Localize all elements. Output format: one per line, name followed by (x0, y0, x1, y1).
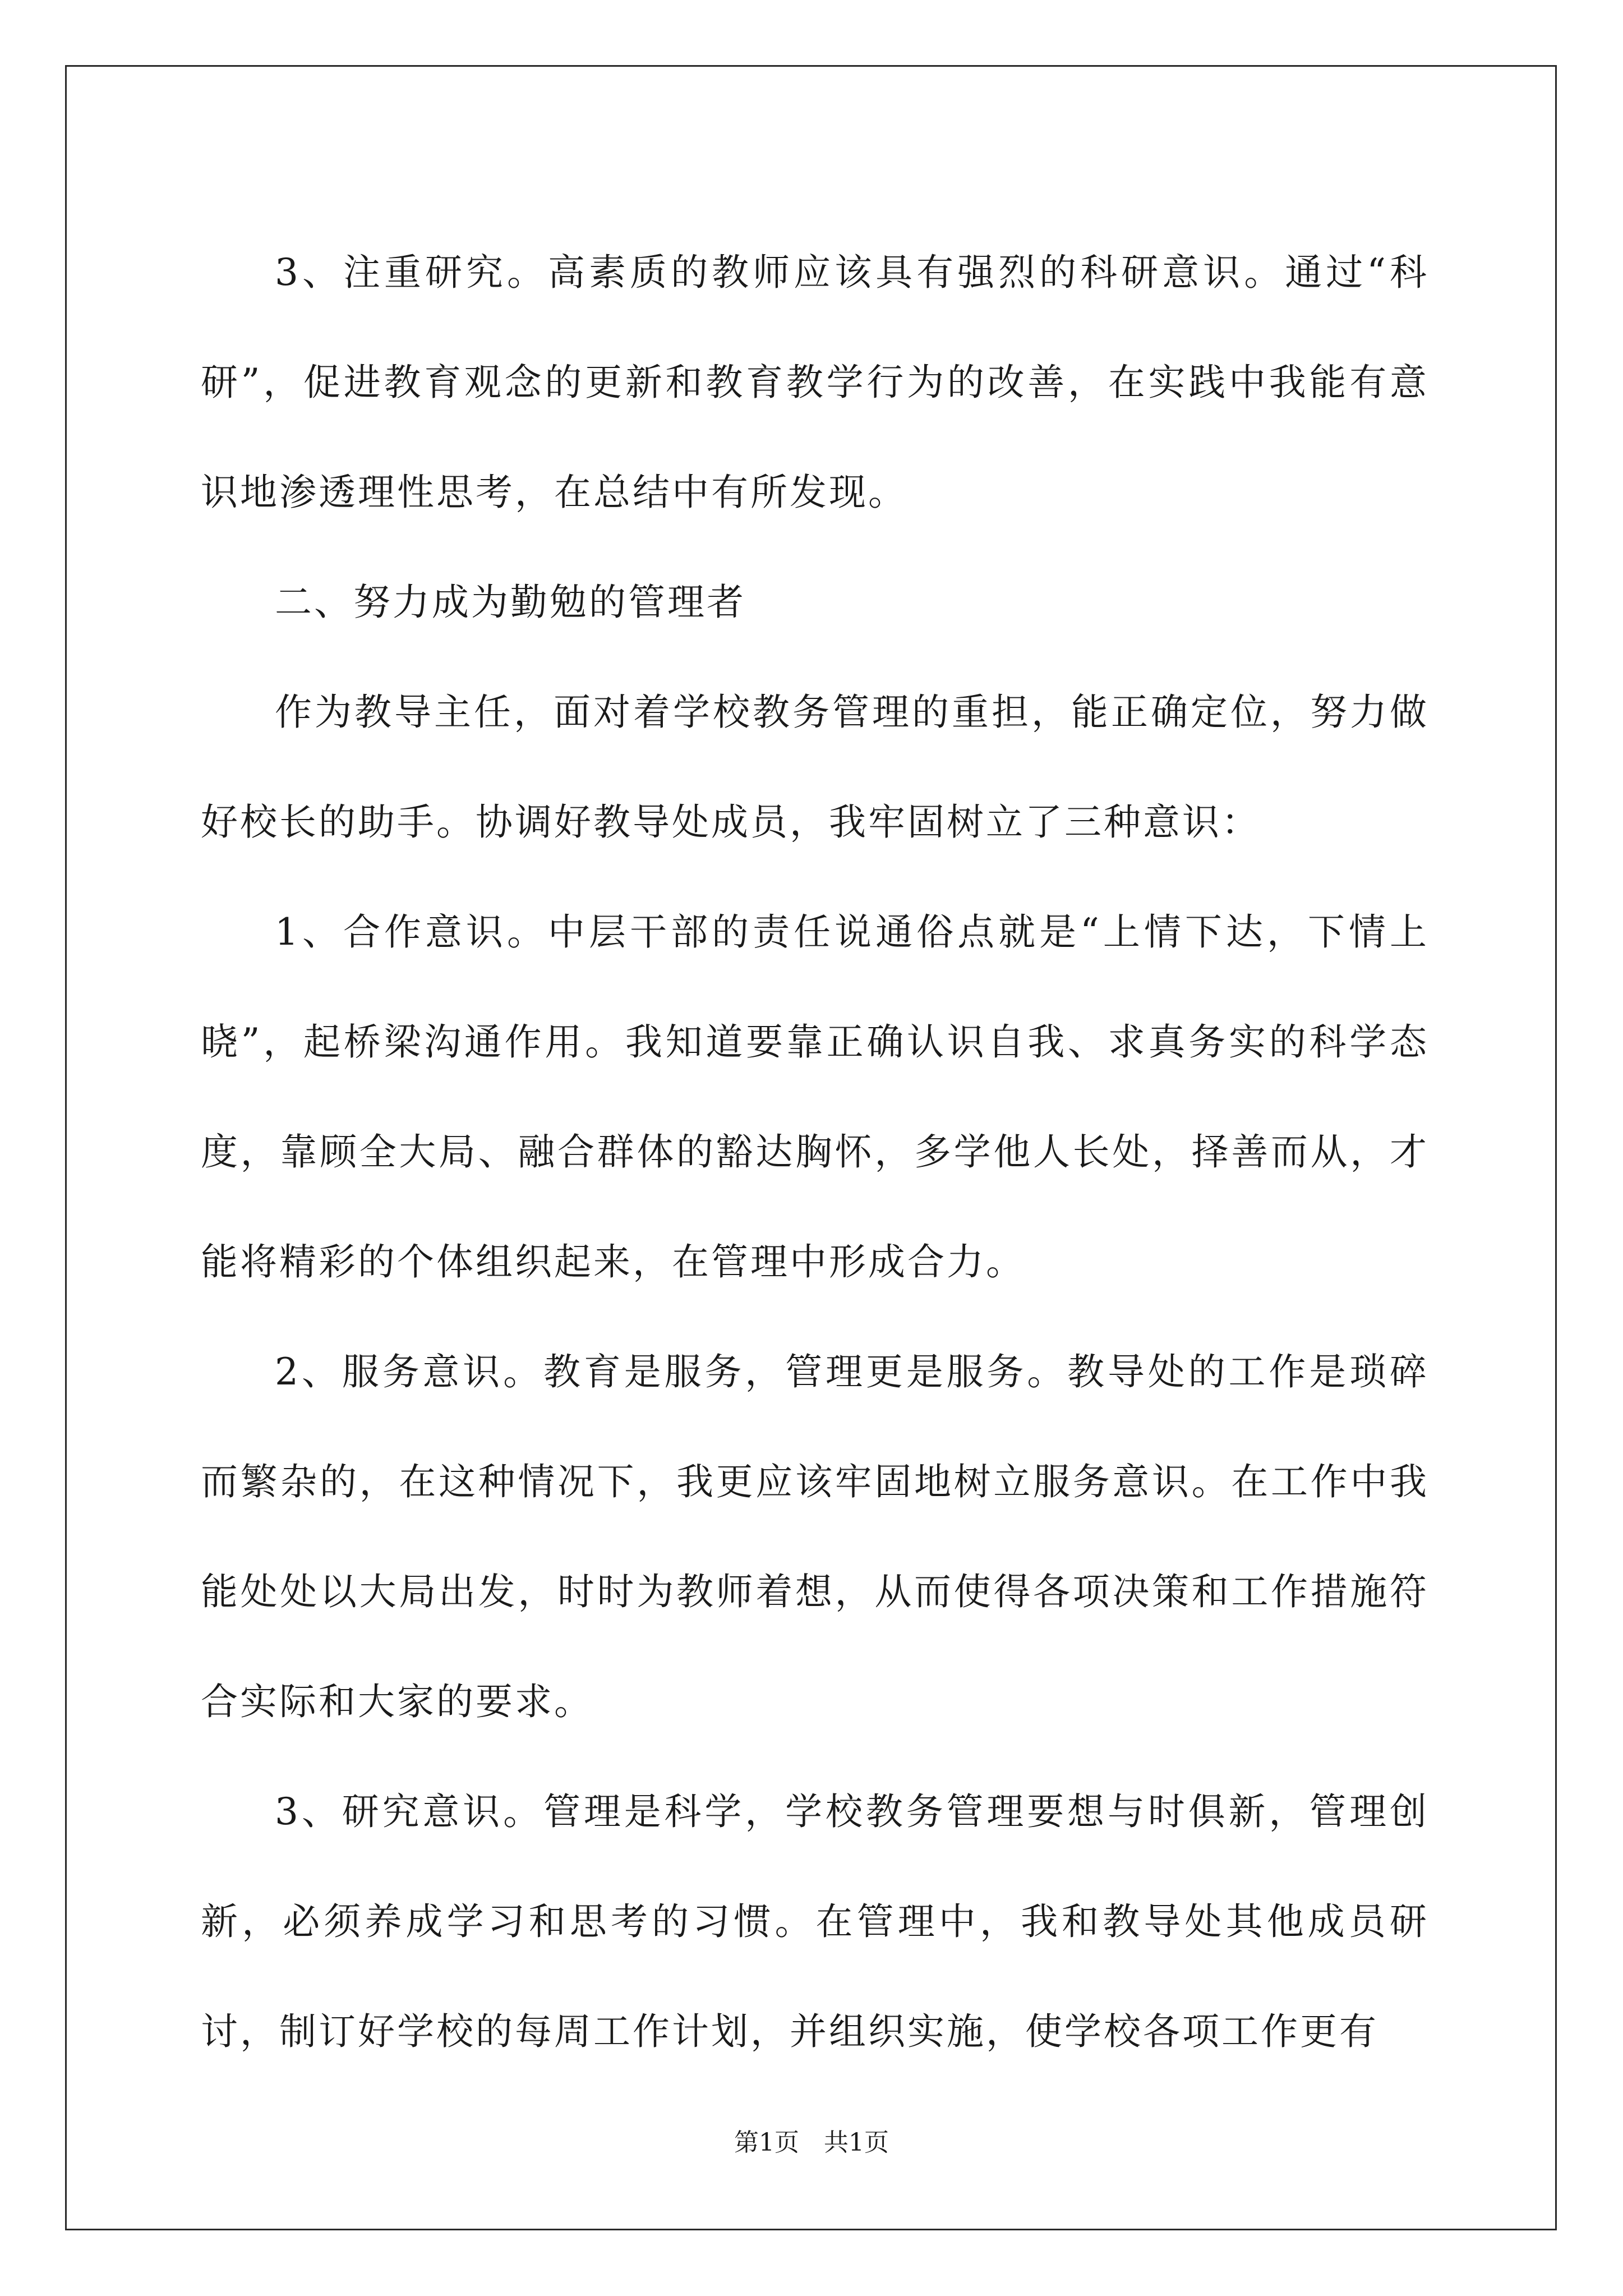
paragraph: 3、研究意识。管理是科学，学校教务管理要想与时俱新，管理创新，必须养成学习和思考的习惯。在管理中，我和教导处其他成员研讨，制订好学校的每周工作计划，并组织实施，使学校各项工作更有 (201, 1790, 1429, 2053)
paragraph: 1、合作意识。中层干部的责任说通俗点就是“上情下达，下情上晓”，起桥梁沟通作用。我知道要靠正确认识自我、求真务实的科学态度，靠顾全大局、融合群体的豁达胸怀，多学他人长处，择善而从，才能将精彩的个体组织起来，在管理中形成合力。 (201, 910, 1429, 1283)
paragraph: 3、注重研究。高素质的教师应该具有强烈的科研意识。通过“科研”，促进教育观念的更新和教育教学行为的改善，在实践中我能有意识地渗透理性思考，在总结中有所发现。 (201, 251, 1429, 514)
paragraph: 作为教导主任，面对着学校教务管理的重担，能正确定位，努力做好校长的助手。协调好教导处成员，我牢固树立了三种意识： (201, 691, 1429, 844)
page-number: 第1页 (734, 2128, 799, 2157)
page-footer (0, 2126, 1623, 2160)
paragraph: 2、服务意识。教育是服务，管理更是服务。教导处的工作是琐碎而繁杂的，在这种情况下，我更应该牢固地树立服务意识。在工作中我能处处以大局出发，时时为教师着想，从而使得各项决策和工作措施符合实际和大家的要求。 (201, 1350, 1429, 1723)
page-total: 共1页 (824, 2128, 889, 2157)
document-body (201, 218, 1429, 2087)
section-heading: 二、努力成为勤勉的管理者 (275, 581, 746, 624)
